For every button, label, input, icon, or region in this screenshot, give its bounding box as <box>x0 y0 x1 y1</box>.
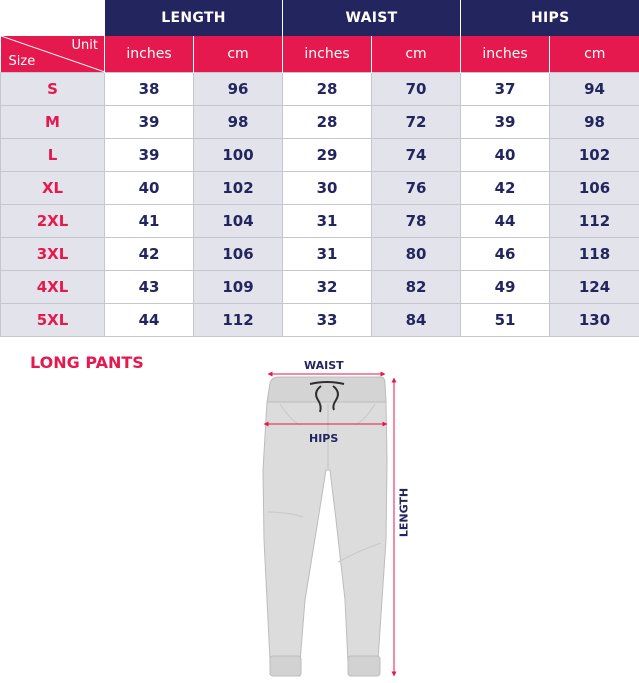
waist-cm-cell: 70 <box>372 73 461 106</box>
waist-cm-cell: 84 <box>372 304 461 337</box>
length-inches-cell: 39 <box>105 139 194 172</box>
header-hips: HIPS <box>461 0 639 36</box>
hips-cm-cell: 118 <box>550 238 639 271</box>
waist-inches-cell: 32 <box>283 271 372 304</box>
hips-cm-cell: 94 <box>550 73 639 106</box>
hips-inches-cell: 42 <box>461 172 550 205</box>
length-cm-cell: 98 <box>194 106 283 139</box>
hips-inches-cell: 40 <box>461 139 550 172</box>
waist-inches-cell: 28 <box>283 106 372 139</box>
product-title: LONG PANTS <box>30 353 144 372</box>
size-cell: S <box>1 73 105 106</box>
hips-cm-cell: 124 <box>550 271 639 304</box>
unit-length-cm: cm <box>194 36 283 73</box>
length-cm-cell: 100 <box>194 139 283 172</box>
waist-inches-cell: 29 <box>283 139 372 172</box>
hips-inches-cell: 37 <box>461 73 550 106</box>
waist-cm-cell: 72 <box>372 106 461 139</box>
length-inches-cell: 42 <box>105 238 194 271</box>
length-cm-cell: 109 <box>194 271 283 304</box>
waist-inches-cell: 33 <box>283 304 372 337</box>
unit-hips-inches: inches <box>461 36 550 73</box>
size-cell: 4XL <box>1 271 105 304</box>
unit-waist-inches: inches <box>283 36 372 73</box>
waist-inches-cell: 31 <box>283 238 372 271</box>
hips-inches-cell: 49 <box>461 271 550 304</box>
waist-cm-cell: 74 <box>372 139 461 172</box>
hips-inches-cell: 51 <box>461 304 550 337</box>
waist-inches-cell: 28 <box>283 73 372 106</box>
length-cm-cell: 102 <box>194 172 283 205</box>
length-inches-cell: 44 <box>105 304 194 337</box>
waist-label: WAIST <box>304 359 344 372</box>
unit-waist-cm: cm <box>372 36 461 73</box>
length-inches-cell: 38 <box>105 73 194 106</box>
unit-hips-cm: cm <box>550 36 639 73</box>
hips-cm-cell: 130 <box>550 304 639 337</box>
hips-cm-cell: 106 <box>550 172 639 205</box>
hips-inches-cell: 44 <box>461 205 550 238</box>
hips-inches-cell: 46 <box>461 238 550 271</box>
waist-cm-cell: 78 <box>372 205 461 238</box>
size-cell: 5XL <box>1 304 105 337</box>
length-cm-cell: 112 <box>194 304 283 337</box>
hips-cm-cell: 98 <box>550 106 639 139</box>
size-cell: XL <box>1 172 105 205</box>
waist-inches-cell: 30 <box>283 172 372 205</box>
length-cm-cell: 106 <box>194 238 283 271</box>
unit-label: Unit <box>71 38 98 53</box>
header-waist: WAIST <box>283 0 461 36</box>
hips-label: HIPS <box>309 432 339 445</box>
hips-inches-cell: 39 <box>461 106 550 139</box>
hips-cm-cell: 102 <box>550 139 639 172</box>
length-inches-cell: 41 <box>105 205 194 238</box>
unit-length-inches: inches <box>105 36 194 73</box>
waist-cm-cell: 80 <box>372 238 461 271</box>
size-cell: L <box>1 139 105 172</box>
hips-cm-cell: 112 <box>550 205 639 238</box>
size-label: Size <box>8 54 36 69</box>
size-cell: M <box>1 106 105 139</box>
waist-cm-cell: 82 <box>372 271 461 304</box>
size-cell: 3XL <box>1 238 105 271</box>
size-cell: 2XL <box>1 205 105 238</box>
waist-inches-cell: 31 <box>283 205 372 238</box>
length-cm-cell: 104 <box>194 205 283 238</box>
length-label: LENGTH <box>397 487 411 538</box>
waist-cm-cell: 76 <box>372 172 461 205</box>
header-length: LENGTH <box>105 0 283 36</box>
length-inches-cell: 40 <box>105 172 194 205</box>
length-inches-cell: 43 <box>105 271 194 304</box>
length-cm-cell: 96 <box>194 73 283 106</box>
length-inches-cell: 39 <box>105 106 194 139</box>
